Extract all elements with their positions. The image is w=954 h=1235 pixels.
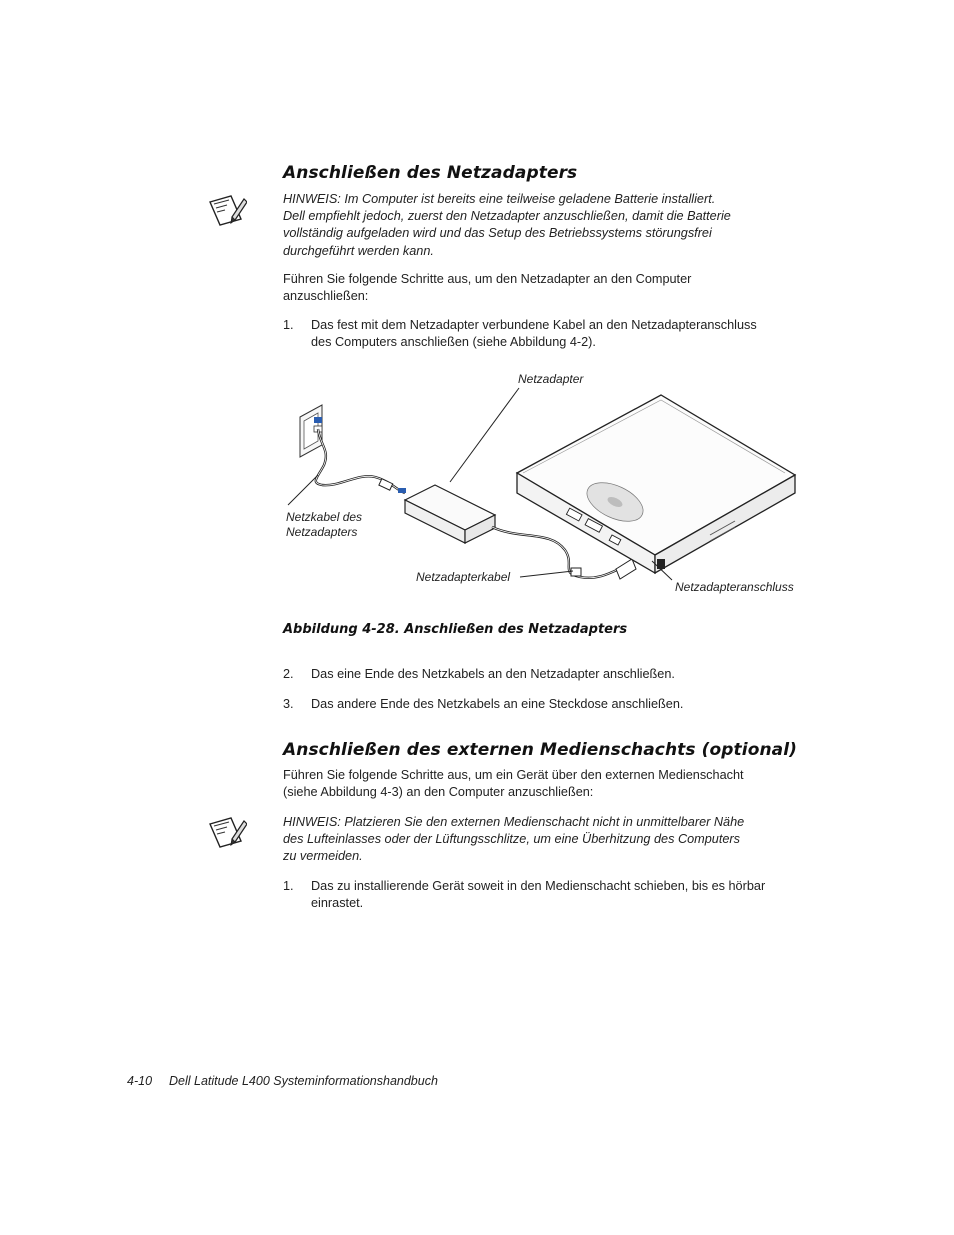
figure-illustration	[280, 365, 820, 605]
label-netzkabel	[286, 510, 362, 540]
note-line: vollständig aufgeladen wird und das Setup des Betriebssystems störungsfrei	[283, 226, 712, 241]
paragraph-line: Führen Sie folgende Schritte aus, um ein Gerät über den externen Medienschacht	[283, 768, 744, 782]
laptop-icon	[517, 395, 795, 573]
note-line: durchgeführt werden kann.	[283, 243, 434, 258]
power-adapter-icon	[405, 485, 495, 543]
section-heading: Anschließen des Netzadapters	[283, 163, 578, 183]
label-netzadapter: Netzadapter	[518, 372, 584, 386]
section-heading: Anschließen des externen Medienschachts (optional)	[283, 740, 798, 760]
label-line: Netzkabel des	[286, 510, 363, 524]
paragraph-line: (siehe Abbildung 4-3) an den Computer anzuschließen:	[283, 785, 594, 800]
note-line: zu vermeiden.	[283, 849, 363, 864]
note-line: Dell empfiehlt jedoch, zuerst den Netzadapter anzuschließen, damit die Batterie	[283, 209, 731, 224]
figure-caption: Abbildung 4-28. Anschließen des Netzadapters	[283, 622, 628, 637]
paragraph-line: anzuschließen:	[283, 289, 369, 304]
document-title: Dell Latitude L400 Systeminformationshandbuch	[169, 1074, 438, 1088]
label-line: Netzadapters	[286, 525, 358, 539]
note-pencil-icon	[207, 193, 247, 229]
leader-line	[450, 388, 519, 482]
step-line: einrastet.	[311, 896, 364, 911]
note-line: des Lufteinlasses oder der Lüftungsschlitze, um eine Überhitzung des Computers	[283, 832, 741, 847]
leader-line	[520, 571, 573, 577]
step-text: Das andere Ende des Netzkabels an eine Steckdose anschließen.	[311, 697, 684, 711]
step-line: des Computers anschließen (siehe Abbildung 4-2).	[311, 335, 596, 350]
label-netzadapteranschluss: Netzadapteranschluss	[675, 580, 794, 594]
step-number: 1.	[283, 318, 294, 332]
step-text	[311, 878, 831, 912]
step-number: 3.	[283, 697, 294, 711]
page-number: 4-10	[127, 1074, 153, 1088]
note-pencil-icon	[207, 815, 247, 851]
note-box	[283, 814, 823, 866]
step-line: Das fest mit dem Netzadapter verbundene Kabel an den Netzadapteranschluss	[311, 318, 757, 332]
step-number: 2.	[283, 667, 294, 681]
note-line: HINWEIS: Platzieren Sie den externen Medienschacht nicht in unmittelbarer Nähe	[283, 815, 745, 829]
intro-paragraph	[283, 767, 823, 801]
step-number: 1.	[283, 879, 294, 893]
intro-paragraph	[283, 271, 823, 305]
note-line: HINWEIS: Im Computer ist bereits eine teilweise geladene Batterie installiert.	[283, 192, 716, 206]
page-footer	[127, 1074, 438, 1088]
step-text	[311, 317, 831, 351]
leader-line	[288, 475, 318, 505]
step-line: Das zu installierende Gerät soweit in den Medienschacht schieben, bis es hörbar	[311, 879, 766, 893]
note-box	[283, 191, 823, 260]
step-text: Das eine Ende des Netzkabels an den Netzadapter anschließen.	[311, 667, 675, 681]
label-netzadapterkabel: Netzadapterkabel	[416, 570, 511, 584]
paragraph-line: Führen Sie folgende Schritte aus, um den Netzadapter an den Computer	[283, 272, 692, 286]
